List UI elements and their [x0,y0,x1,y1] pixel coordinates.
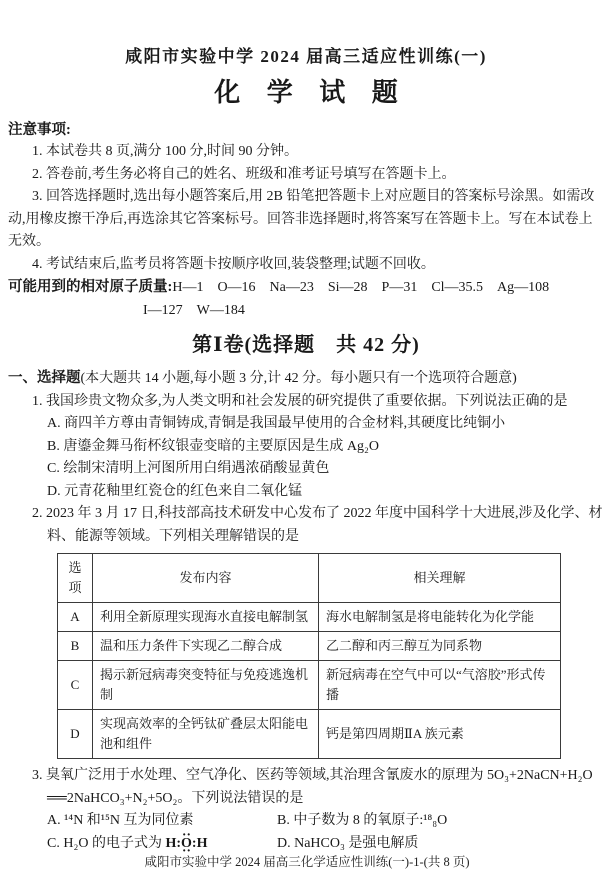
table-header-understanding: 相关理解 [319,554,561,603]
table-cell-content: 揭示新冠病毒突变特征与免疫逃逸机制 [93,661,319,710]
option-c-text: C. H₂O 的电子式为 [47,835,166,851]
notice-label: 注意事项: [8,121,71,138]
atomic-mass-label: 可能用到的相对原子质量: [8,279,173,295]
table-cell-understanding: 海水电解制氢是将电能转化为化学能 [319,603,561,632]
table-cell-option: D [58,710,93,759]
table-header-option: 选项 [58,554,93,603]
table-row [58,603,561,632]
lewis-left: H: [165,835,182,851]
question-2-table [57,553,561,759]
page-title: 化 学 试 题 [214,77,408,107]
question-1-option-d: D. 元青花釉里红瓷仓的红色来自二氧化锰 [47,483,303,499]
table-cell-option: A [58,603,93,632]
page-footer: 咸阳市实验中学 2024 届高三化学适应性训练(一)-1-(共 8 页) [144,854,470,869]
question-3-stem: 3. 臭氧广泛用于水处理、空气净化、医药等领域,其治理含氰废水的原理为 5O₃+2NaCN+H₂O ══2NaHCO₃+N₂+5O₂。下列说法错误的是 [32,768,593,806]
notice-item-1: 1. 本试卷共 8 页,满分 100 分,时间 90 分钟。 [32,144,298,159]
table-row [58,710,561,759]
section-1-heading: 第Ⅰ卷(选择题 共 42 分) [192,334,420,356]
exam-school-header: 咸阳市实验中学 2024 届高三适应性训练(一) [125,47,487,66]
choice-section-detail: (本大题共 14 小题,每小题 3 分,计 42 分。每小题只有一个选项符合题意) [80,371,517,386]
atomic-mass-line [8,276,604,300]
question-3-option-a: A. ¹⁴N 和¹⁵N 互为同位素 [47,813,194,828]
table-row [58,632,561,661]
notice-item-3: 3. 回答选择题时,选出每小题答案后,用 2B 铅笔把答题卡上对应题目的答案标号涂黑。如需改动,用橡皮擦干净后,再选涂其它答案标号。回答非选择题时,将答案写在答题卡上。写在本试卷上无效。 [8,189,595,249]
table-cell-content: 利用全新原理实现海水直接电解制氢 [93,603,319,632]
table-header-row [58,554,561,603]
atomic-mass-values-2: I—127 W—184 [143,302,245,318]
table-cell-understanding: 新冠病毒在空气中可以“气溶胶”形式传播 [319,661,561,710]
table-cell-understanding: 乙二醇和丙三醇互为同系物 [319,632,561,661]
water-lewis-structure [165,836,207,851]
question-1-option-b: B. 唐鎏金舞马衔杯纹银壶变暗的主要原因是生成 Ag₂O [47,438,379,454]
table-header-content: 发布内容 [93,554,319,603]
table-cell-option: C [58,661,93,710]
table-cell-understanding: 钙是第四周期ⅡA 族元素 [319,710,561,759]
table-cell-content: 温和压力条件下实现乙二醇合成 [93,632,319,661]
question-1-stem: 1. 我国珍贵文物众多,为人类文明和社会发展的研究提供了重要依据。下列说法正确的是 [32,393,568,409]
question-3-option-b: B. 中子数为 8 的氧原子:¹⁸₈O [277,813,448,828]
question-3-options-row-1 [8,810,604,833]
lewis-oxygen: ·· O ·· [181,833,192,856]
notice-item-4: 4. 考试结束后,监考员将答题卡按顺序收回,装袋整理;试题不回收。 [32,256,435,272]
table-cell-option: B [58,632,93,661]
lewis-right: :H [191,835,208,851]
table-row [58,661,561,710]
question-1-option-c: C. 绘制宋清明上河图所用白绢遇浓硝酸显黄色 [47,461,330,476]
question-1-option-a: A. 商四羊方尊由青铜铸成,青铜是我国最早使用的合金材料,其硬度比纯铜小 [47,416,506,431]
question-2-stem: 2. 2023 年 3 月 17 日,科技部高技术研发中心发布了 2022 年度中国科学十大进展,涉及化学、材料、能源等领域。下列相关理解错误的是 [32,506,603,544]
section-1-intro [8,367,604,391]
question-3-option-d: D. NaHCO₃ 是强电解质 [277,835,419,851]
notice-item-2: 2. 答卷前,考生务必将自己的姓名、班级和准考证号填写在答题卡上。 [32,166,456,182]
atomic-mass-values-1: H—1 O—16 Na—23 Si—28 P—31 Cl—35.5 Ag—108 [172,280,550,295]
choice-section-label: 一、选择题 [8,370,81,386]
table-cell-content: 实现高效率的全钙钛矿叠层太阳能电池和组件 [93,710,319,759]
